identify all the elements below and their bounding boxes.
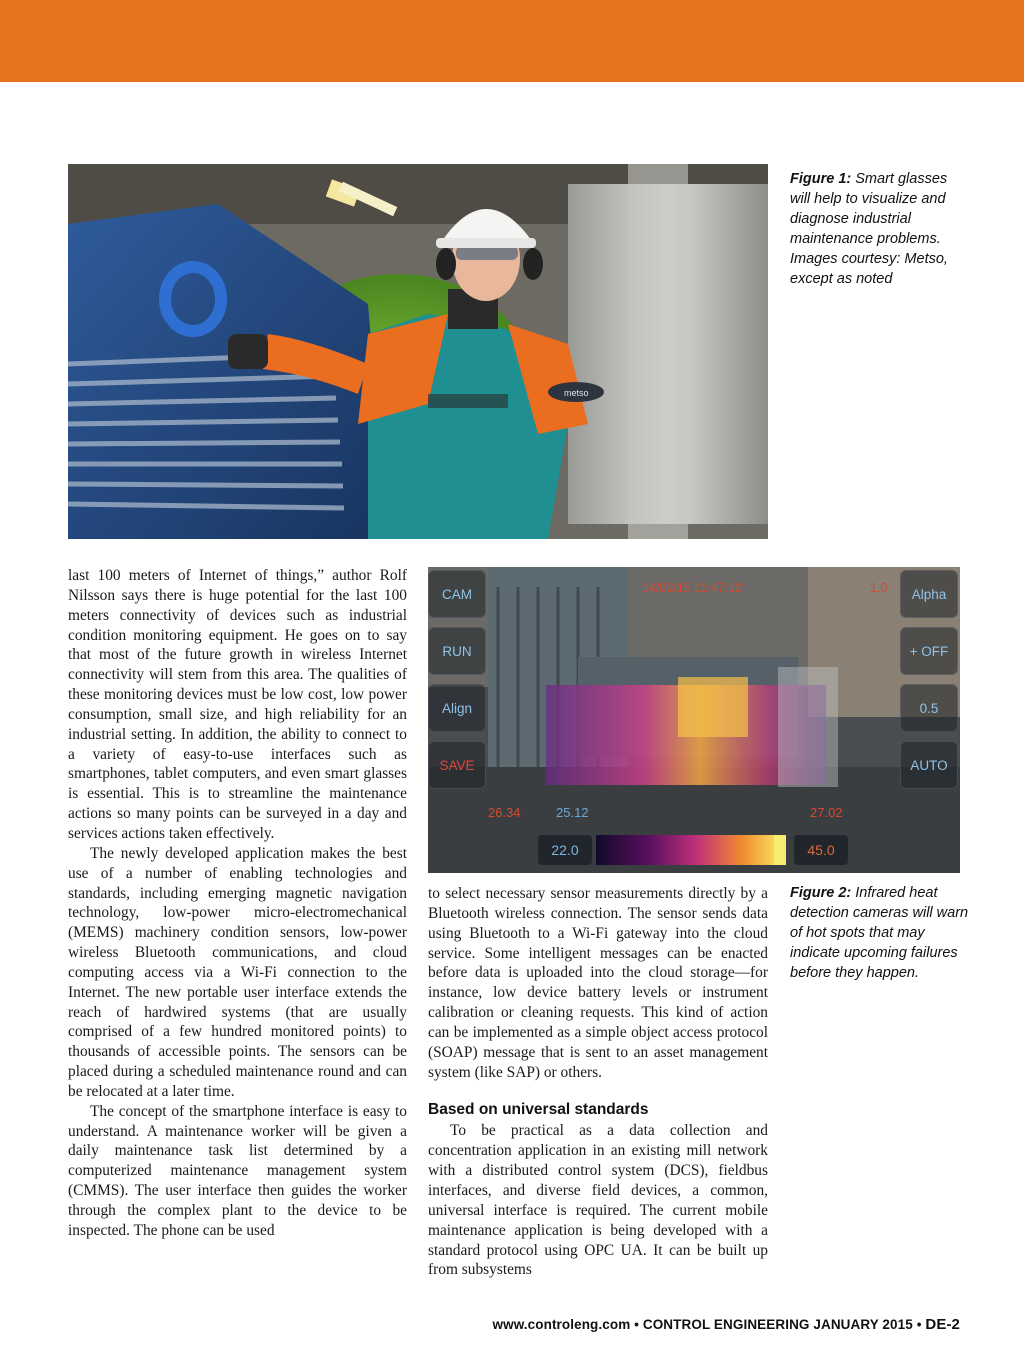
reading-mid: 25.12 [556,805,589,820]
figure1-badge: metso [564,388,589,398]
header-color-band [0,0,1024,82]
figure1-caption [790,169,970,289]
cam-button[interactable]: CAM [428,570,486,618]
page-number: DE-2 [925,1316,960,1333]
auto-button[interactable]: AUTO [900,741,958,789]
timestamp-readout: 14/02/15 11:47:12 [642,581,742,595]
off-button[interactable]: + OFF [900,627,958,675]
figure1-caption-label: Figure 1: [790,171,852,187]
emissivity-button[interactable]: 0.5 [900,684,958,732]
footer-separator-1: • [634,1317,639,1332]
figure2-caption-text: Infrared heat detection cameras will warn of hot spots that may indicate upcoming failures before they happen. [790,885,969,981]
align-button[interactable]: Align [428,684,486,732]
left-paragraph-1: last 100 meters of Internet of things,” author Rolf Nilsson says there is huge potential for the last 100 meters connectivity of devices such as industrial condition monitoring equipment. He goes on to say that most of the future growth in wireless Internet connectivity will stem from this area. The qualities of these monitoring devices must be low cost, low power consumption, small size, and high reliability for an industrial setting. In addition, the ability to connect to a variety of easy-to-use interfaces such as smartphones, tablet computers, and even smart glasses is essential. This is to streamline the maintenance actions so many points can be surveyed in a day and services actions taken effectively. [68,567,407,842]
reading-right: 27.02 [810,805,843,820]
right-column [428,884,768,1280]
save-button[interactable]: SAVE [428,741,486,789]
reading-left: 26.34 [488,805,521,820]
right-paragraph-2: To be practical as a data collection and concentration application in an existing mill network with a distributed control system (DCS), fieldbus interfaces, and diverse field devices, a common, universal interface is required. The current mobile maintenance application is being developed with a standard protocol using OPC UA. It can be built up from subsystems [428,1122,768,1279]
left-paragraph-3: The concept of the smartphone interface is easy to understand. A maintenance worker will be given a daily maintenance task list determined by a computerized maintenance management system (CMMS). The user interface then guides the worker through the complex plant to the device to be inspected. The phone can be used [68,1102,407,1239]
figure2-caption [790,883,970,983]
scale-max: 45.0 [794,835,848,865]
run-button[interactable]: RUN [428,627,486,675]
section-heading: Based on universal standards [428,1101,649,1119]
footer-publication: CONTROL ENGINEERING JANUARY 2015 [642,1317,913,1332]
figure2-thermal-screen [428,567,960,873]
scale-min: 22.0 [538,835,592,865]
figure1-photo [68,164,768,539]
alpha-button[interactable]: Alpha [900,570,958,618]
figure1-caption-text: Smart glasses will help to visualize and diagnose industrial maintenance problems. Images courtesy: Metso, except as noted [790,171,948,287]
top-right-readout: 1.0 [870,581,888,595]
right-paragraph-1: to select necessary sensor measurements directly by a Bluetooth wireless connection. The sensor sends data using Bluetooth to a Wi-Fi gateway into the cloud service. Some intelligent messages can be enacted before data is uploaded into the cloud storage—for instance, low device battery levels or instrument calibration or cleaning requests. This kind of action can be implemented as a simple object access protocol (SOAP) message that is sent to an asset management system (like SAP) or others. [428,885,768,1081]
footer-separator-2: • [916,1317,922,1332]
left-paragraph-2: The newly developed application makes the best use of a number of enabling technologies and standards, including emerging magnetic navigation technology, low-power micro-electromechanical (MEMS) machinery condition sensors, low-power wireless Bluetooth communications, and cloud computing access via a Wi-Fi connection to the Internet. The new portable user interface extends the reach of hardwired systems (that are usually comprised of a few hundred monitored points) to thousands of accessible points. The sensors can be placed during a scheduled maintenance round and can be relocated at a later time. [68,844,407,1100]
figure2-caption-label: Figure 2: [790,885,852,901]
page-footer [466,1316,960,1333]
footer-url[interactable]: www.controleng.com [492,1317,631,1332]
left-column [68,566,407,1241]
